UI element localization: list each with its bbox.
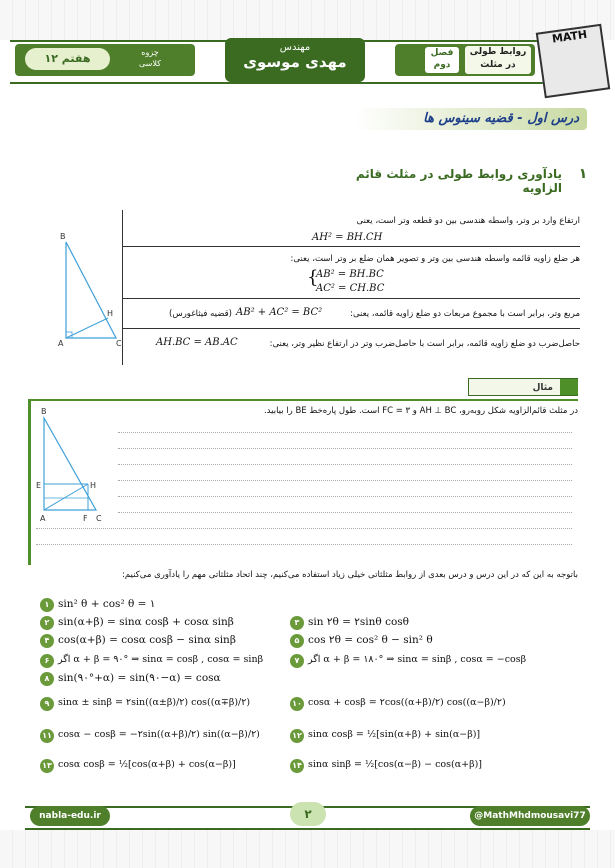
right-triangle-figure (50, 228, 130, 348)
example-top-border (28, 399, 578, 401)
relation-1-math: AH² = BH.CH (312, 232, 383, 243)
relation-divider-2 (122, 298, 580, 299)
answer-line (36, 528, 572, 530)
chapter-top: فصل (430, 48, 454, 58)
formula-number: ۴ (40, 634, 54, 648)
brace-icon: { (307, 267, 319, 288)
formula-number: ۱ (40, 598, 54, 612)
formula-number: ۱۳ (40, 759, 54, 773)
ex-label-a: A (40, 514, 46, 523)
formula-number: ۷ (290, 654, 304, 668)
formula-3: sin ۲θ = ۲sinθ cosθ (308, 616, 410, 628)
ex-label-e: E (36, 481, 42, 490)
example-icon (560, 379, 578, 395)
label-b: B (60, 232, 66, 241)
formula-number: ۱۲ (290, 729, 304, 743)
relation-3-math: AB² + AC² = BC² (236, 307, 323, 318)
answer-line (118, 480, 572, 482)
formula-12: sinα cosβ = ½[sin(α+β) + sin(α−β)] (308, 729, 481, 740)
formula-9: sinα ± sinβ = ۲sin((α±β)/۲) cos((α∓β)/۲) (58, 697, 251, 708)
chapter-title-line1: روابط طولی (469, 47, 527, 57)
chapter-title (465, 46, 531, 74)
ex-label-f: F (83, 514, 88, 523)
formula-number: ۲ (40, 616, 54, 630)
book-label: MATH (551, 27, 588, 46)
label-a: A (58, 339, 64, 348)
chapter-number-box (425, 47, 459, 73)
relation-4-text: حاصل‌ضرب دو ضلع زاویه قائمه، برابر است با حاصل‌ضرب وتر در ارتفاع نظیر وتر، یعنی: (269, 339, 580, 349)
formula-6: اگر α + β = ۹۰° ⇒ sinα = cosβ , cosα = sinβ (58, 654, 264, 665)
formula-number: ۹ (40, 697, 54, 711)
label-h: H (107, 309, 114, 318)
relation-divider-3 (122, 328, 580, 329)
formula-number: ۱۰ (290, 697, 304, 711)
header-pattern (0, 0, 615, 40)
ex-label-b: B (41, 407, 47, 416)
relation-2-math-1: AB² = BH.BC (316, 269, 384, 280)
grade-side-top: چزوه (141, 48, 159, 57)
answer-line (118, 512, 572, 514)
example-figure (36, 404, 116, 526)
math-book-icon (536, 24, 611, 99)
answer-line (118, 464, 572, 466)
relations-left-border (122, 210, 123, 365)
telegram-handle[interactable]: @MathMhdmousavi77 (470, 806, 590, 826)
relation-2-text: هر ضلع زاویه قائمه واسطه هندسی بین وتر و تصویر همان ضلع بر وتر است، یعنی: (290, 254, 580, 264)
ex-label-h: H (90, 481, 97, 490)
relation-3-note: (قضیه فیثاغورس) (169, 309, 232, 319)
formula-2: sin(α+β) = sinα cosβ + cosα sinβ (58, 616, 234, 628)
teacher-name: مهدی موسوی (243, 53, 347, 71)
formula-14: sinα sinβ = ½[cos(α−β) − cos(α+β)] (308, 759, 483, 770)
formula-number: ۶ (40, 654, 54, 668)
formula-8: sin(۹۰°+α) = sin(۹۰−α) = cosα (58, 672, 221, 684)
section-number: ۱ (578, 166, 588, 182)
label-c: C (116, 339, 122, 348)
relation-divider-1 (122, 246, 580, 247)
chapter-num: دوم (433, 60, 451, 70)
relation-4-math: AH.BC = AB.AC (156, 337, 238, 348)
formula-number: ۵ (290, 634, 304, 648)
answer-line (36, 544, 572, 546)
website-link[interactable]: nabla-edu.ir (30, 806, 110, 826)
section-title: یادآوری روابط طولی در مثلث قائم الزاویه (355, 167, 562, 195)
answer-line (118, 448, 572, 450)
formula-10: cosα + cosβ = ۲cos((α+β)/۲) cos((α−β)/۲) (308, 697, 506, 708)
identities-intro: باتوجه به این که در این درس و درس بعدی از روابط مثلثاتی خیلی زیاد استفاده می‌کنیم، چند اتحاد مثلثاتی مهم را یادآوری می‌کنیم: (122, 570, 578, 580)
triangle-abc (66, 242, 116, 338)
footer-pattern (0, 830, 615, 868)
formula-number: ۸ (40, 672, 54, 686)
example-side-border (28, 400, 31, 565)
grade-label: هفتم ۱۲ (25, 48, 110, 70)
page-number: ۲ (290, 802, 326, 826)
ex-label-c: C (96, 514, 102, 523)
relation-3-text: مربع وتر، برابر است با مجموع مربعات دو ضلع زاویه قائمه، یعنی: (350, 309, 580, 319)
lesson-title: درس اول - قضیه سینوس ها (355, 108, 587, 130)
answer-line (118, 496, 572, 498)
formula-4: cos(α+β) = cosα cosβ − sinα sinβ (58, 634, 236, 646)
teacher-title: مهندس (279, 42, 311, 53)
teacher-block (225, 38, 365, 82)
formula-5: cos ۲θ = cos² θ − sin² θ (308, 634, 433, 646)
formula-1: sin² θ + cos² θ = ۱ (58, 598, 156, 610)
example-tag: مثال (468, 378, 578, 396)
formula-11: cosα − cosβ = −۲sin((α+β)/۲) sin((α−β)/۲) (58, 729, 260, 740)
relation-2-math-2: AC² = CH.BC (316, 283, 385, 294)
grade-side-bottom: کلاسی (139, 59, 161, 68)
formula-13: cosα cosβ = ½[cos(α+β) + cos(α−β)] (58, 759, 236, 770)
example-altitude (44, 484, 88, 510)
formula-number: ۱۱ (40, 729, 54, 743)
chapter-title-line2: در مثلث (480, 60, 516, 70)
relation-1-text: ارتفاع وارد بر وتر، واسطه هندسی بین دو قطعه وتر است، یعنی (356, 216, 580, 226)
answer-line (118, 432, 572, 434)
formula-7: اگر α + β = ۱۸۰° ⇒ sinα = sinβ , cosα = −cosβ (308, 654, 527, 665)
formula-number: ۳ (290, 616, 304, 630)
example-text: در مثلث قائم‌الزاویه شکل روبه‌رو، AH ⊥ BC و FC = ۳ است. طول پاره‌خط BE را بیابید. (263, 406, 578, 416)
formula-number: ۱۴ (290, 759, 304, 773)
